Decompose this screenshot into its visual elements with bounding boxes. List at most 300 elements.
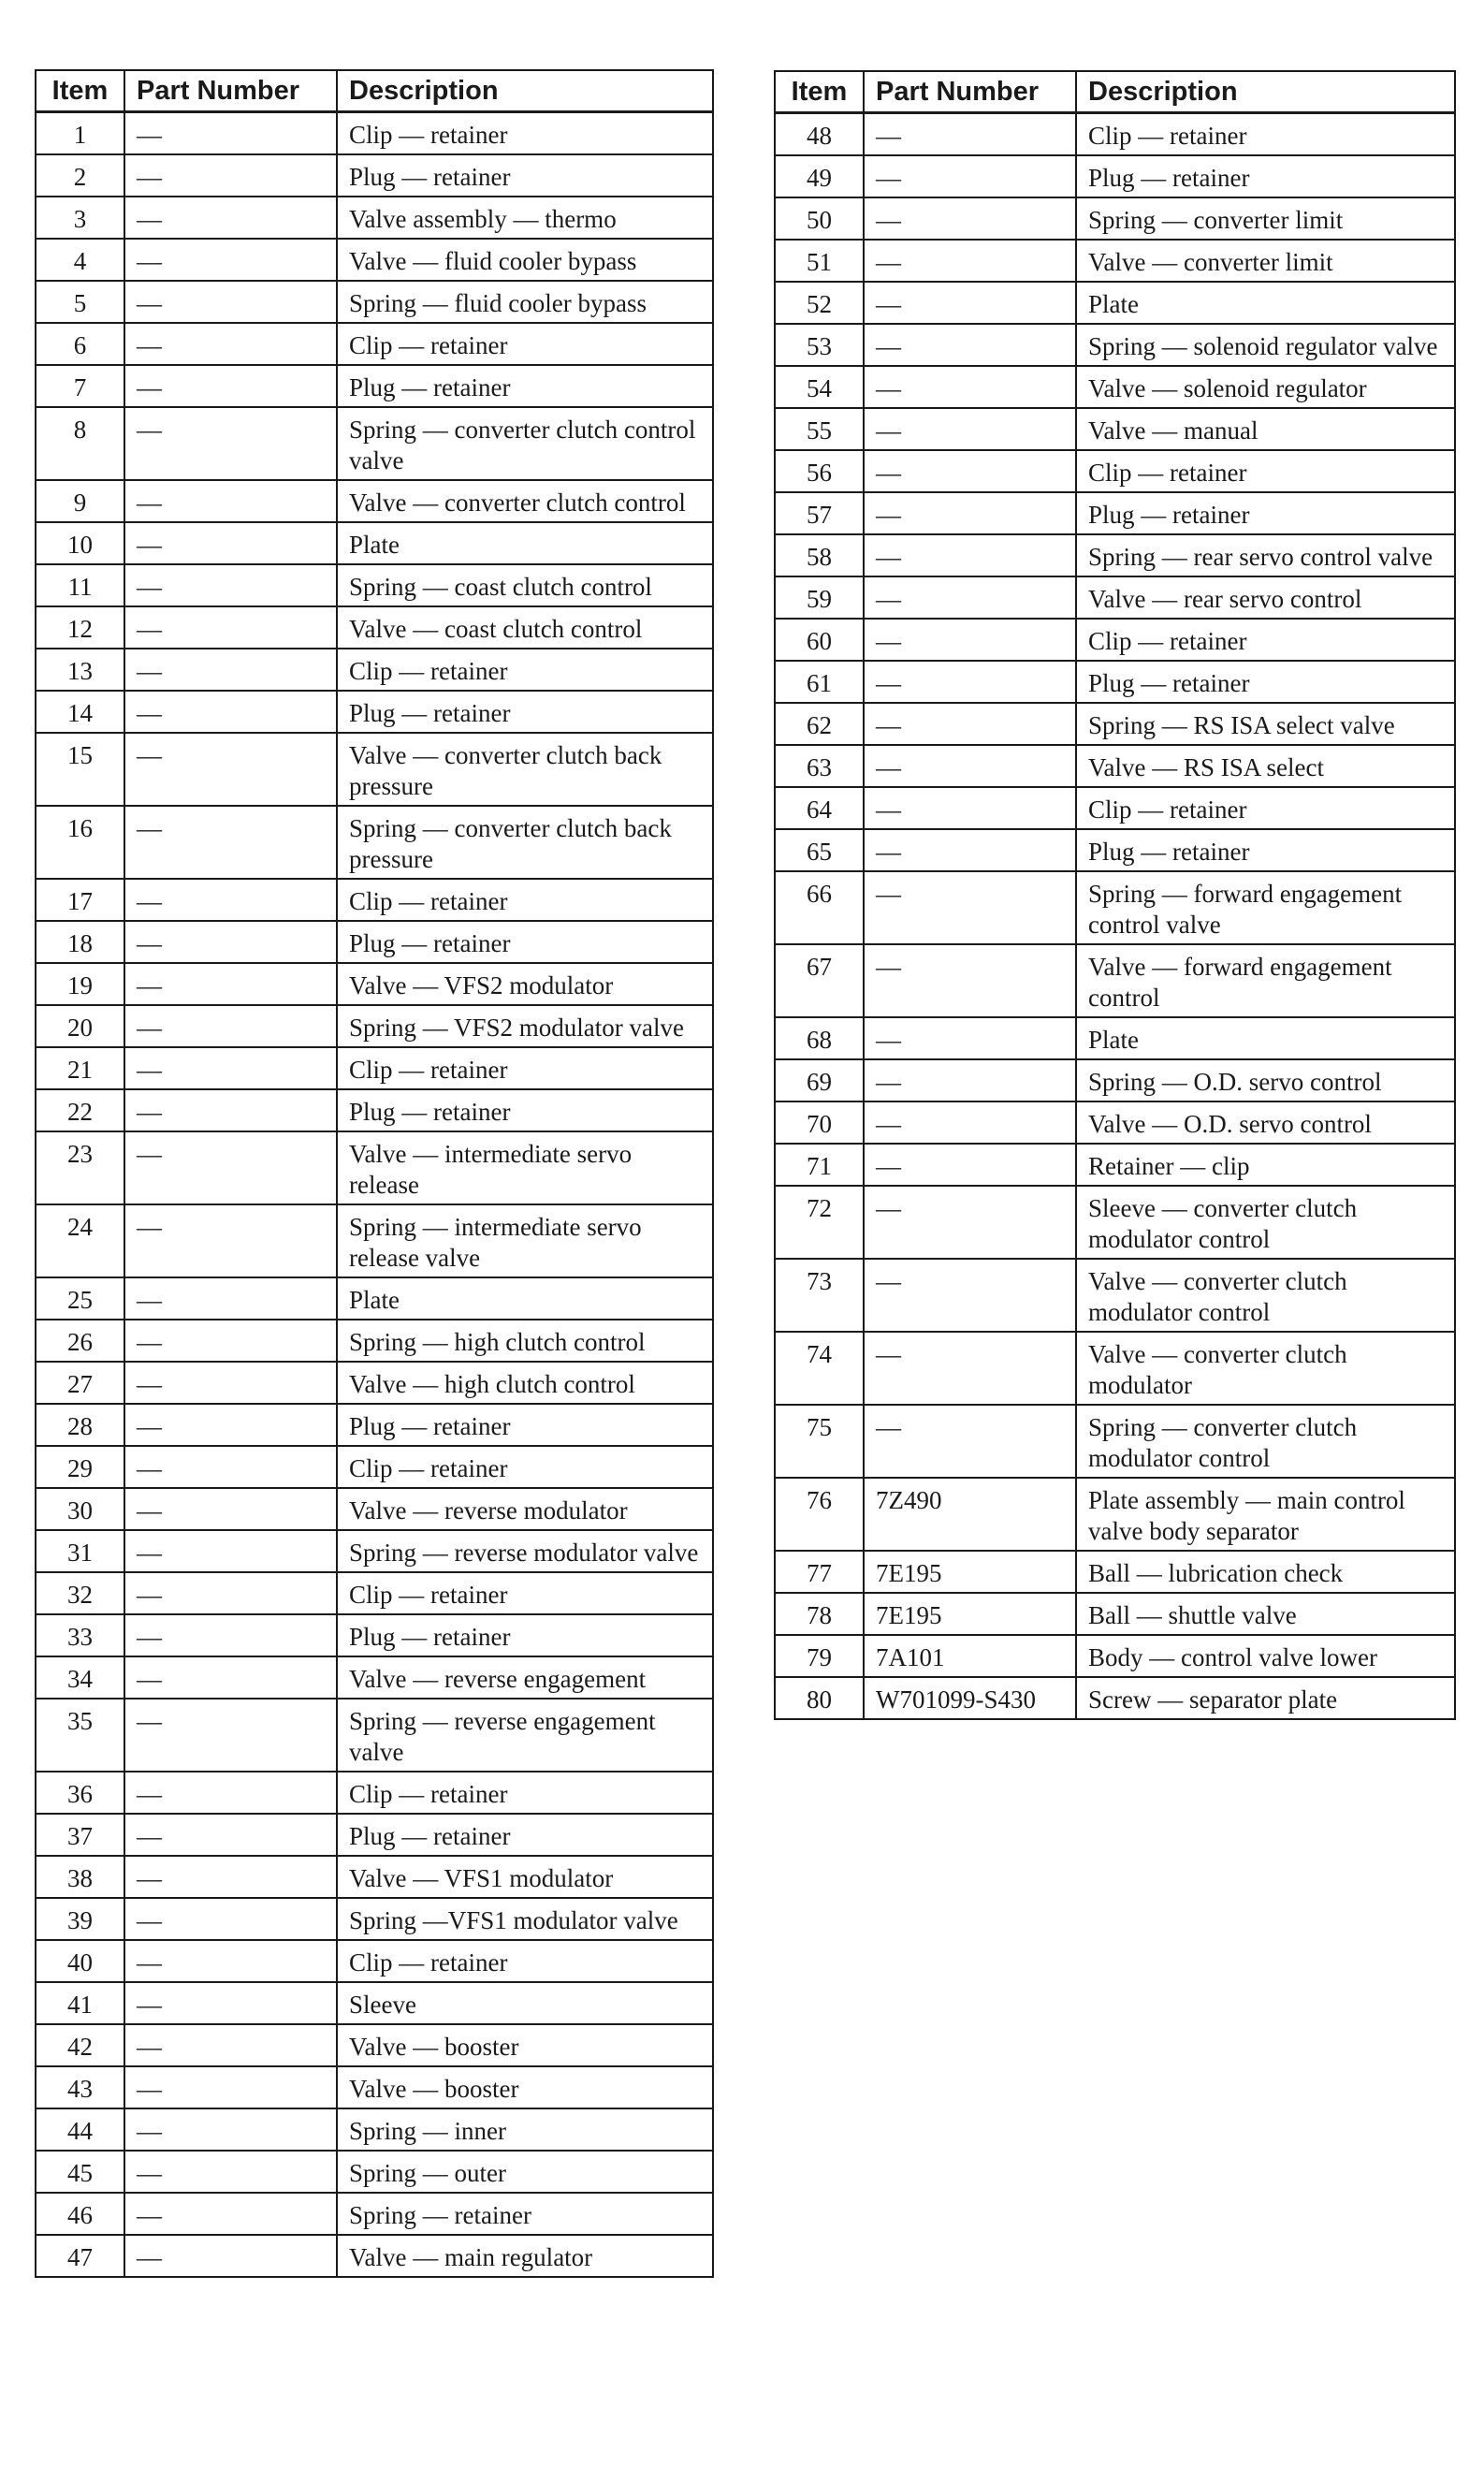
description-cell: Plug — retainer: [337, 1614, 713, 1656]
description-cell: Sleeve: [337, 1982, 713, 2024]
table-row: [36, 1488, 713, 1530]
description-cell: Plate: [337, 1277, 713, 1320]
part-number-cell: —: [864, 366, 1076, 408]
item-cell: 6: [36, 323, 124, 365]
part-number-cell: —: [124, 1047, 337, 1089]
table-row: [36, 1614, 713, 1656]
table-row: [36, 1772, 713, 1814]
description-cell: Retainer — clip: [1076, 1144, 1455, 1186]
description-cell: Valve — forward engagement control: [1076, 944, 1455, 1017]
table-row: [36, 2151, 713, 2193]
description-cell: Valve — booster: [337, 2024, 713, 2066]
description-cell: Plate: [1076, 282, 1455, 324]
table-row: [775, 1593, 1455, 1635]
table-row: [775, 703, 1455, 745]
table-row: [36, 281, 713, 323]
description-cell: Valve — converter clutch back pressure: [337, 733, 713, 806]
item-cell: 60: [775, 619, 864, 661]
item-cell: 71: [775, 1144, 864, 1186]
description-cell: Spring — forward engagement control valve: [1076, 871, 1455, 944]
table-row: [36, 1320, 713, 1362]
item-cell: 31: [36, 1530, 124, 1572]
table-row: [775, 1332, 1455, 1405]
table-row: [36, 2235, 713, 2277]
table-row: [775, 1677, 1455, 1719]
part-number-cell: —: [124, 1488, 337, 1530]
description-cell: Plug — retainer: [1076, 661, 1455, 703]
table-row: [36, 1572, 713, 1614]
description-cell: Clip — retainer: [337, 1940, 713, 1982]
description-cell: Valve — fluid cooler bypass: [337, 239, 713, 281]
part-number-cell: —: [124, 1320, 337, 1362]
table-header-row: [775, 71, 1455, 113]
item-cell: 2: [36, 154, 124, 197]
part-number-cell: —: [124, 606, 337, 649]
part-number-cell: —: [124, 1131, 337, 1204]
description-cell: Spring — RS ISA select valve: [1076, 703, 1455, 745]
table-row: [36, 1131, 713, 1204]
part-number-cell: —: [124, 963, 337, 1005]
part-number-cell: —: [124, 1656, 337, 1699]
table-row: [775, 1144, 1455, 1186]
table-row: [775, 1101, 1455, 1144]
description-cell: Spring — intermediate servo release valve: [337, 1204, 713, 1277]
table-row: [36, 806, 713, 879]
description-cell: Valve — RS ISA select: [1076, 745, 1455, 787]
description-cell: Valve assembly — thermo: [337, 197, 713, 239]
part-number-column-header: Part Number: [864, 71, 1076, 113]
table-row: [36, 1656, 713, 1699]
part-number-cell: 7Z490: [864, 1478, 1076, 1551]
table-row: [36, 2066, 713, 2108]
part-number-cell: —: [124, 1204, 337, 1277]
description-cell: Plug — retainer: [1076, 829, 1455, 871]
table-row: [36, 1089, 713, 1131]
table-row: [775, 155, 1455, 197]
part-number-cell: 7E195: [864, 1551, 1076, 1593]
item-cell: 21: [36, 1047, 124, 1089]
item-cell: 61: [775, 661, 864, 703]
description-cell: Valve — converter clutch control: [337, 480, 713, 522]
table-header-row: [36, 70, 713, 112]
part-number-cell: —: [124, 323, 337, 365]
table-row: [775, 1186, 1455, 1259]
table-row: [36, 239, 713, 281]
part-number-cell: —: [124, 733, 337, 806]
part-number-cell: —: [864, 1186, 1076, 1259]
table-row: [36, 365, 713, 407]
description-cell: Valve — solenoid regulator: [1076, 366, 1455, 408]
table-row: [775, 366, 1455, 408]
part-number-cell: —: [124, 2235, 337, 2277]
table-row: [775, 787, 1455, 829]
part-number-cell: —: [124, 154, 337, 197]
part-number-cell: —: [124, 1982, 337, 2024]
item-cell: 38: [36, 1856, 124, 1898]
description-column-header: Description: [337, 70, 713, 112]
item-cell: 70: [775, 1101, 864, 1144]
description-cell: Plate: [1076, 1017, 1455, 1059]
item-cell: 5: [36, 281, 124, 323]
item-cell: 54: [775, 366, 864, 408]
table-row: [775, 197, 1455, 240]
item-cell: 23: [36, 1131, 124, 1204]
item-cell: 44: [36, 2108, 124, 2151]
table-row: [775, 576, 1455, 619]
part-number-cell: —: [124, 1856, 337, 1898]
description-cell: Spring — outer: [337, 2151, 713, 2193]
part-number-cell: —: [864, 1259, 1076, 1332]
part-number-cell: 7E195: [864, 1593, 1076, 1635]
description-cell: Plug — retainer: [337, 1814, 713, 1856]
part-number-cell: —: [124, 239, 337, 281]
part-number-cell: —: [124, 2108, 337, 2151]
table-row: [775, 324, 1455, 366]
table-row: [36, 691, 713, 733]
table-row: [775, 492, 1455, 534]
part-number-cell: —: [124, 197, 337, 239]
item-cell: 20: [36, 1005, 124, 1047]
part-number-cell: W701099-S430: [864, 1677, 1076, 1719]
table-row: [36, 649, 713, 691]
part-number-cell: —: [864, 197, 1076, 240]
item-cell: 59: [775, 576, 864, 619]
part-number-cell: —: [124, 281, 337, 323]
item-cell: 42: [36, 2024, 124, 2066]
part-number-cell: —: [124, 1404, 337, 1446]
part-number-cell: —: [124, 480, 337, 522]
description-cell: Valve — VFS2 modulator: [337, 963, 713, 1005]
table-row: [36, 1005, 713, 1047]
table-row: [36, 2024, 713, 2066]
table-row: [775, 1635, 1455, 1677]
part-number-cell: —: [864, 282, 1076, 324]
item-cell: 19: [36, 963, 124, 1005]
item-cell: 24: [36, 1204, 124, 1277]
table-row: [36, 112, 713, 155]
item-cell: 14: [36, 691, 124, 733]
description-cell: Plate assembly — main control valve body separator: [1076, 1478, 1455, 1551]
description-cell: Plug — retainer: [337, 921, 713, 963]
item-cell: 73: [775, 1259, 864, 1332]
item-cell: 40: [36, 1940, 124, 1982]
table-row: [775, 1551, 1455, 1593]
item-cell: 8: [36, 407, 124, 480]
item-cell: 49: [775, 155, 864, 197]
part-number-cell: —: [124, 879, 337, 921]
item-column-header: Item: [775, 71, 864, 113]
description-cell: Spring — high clutch control: [337, 1320, 713, 1362]
part-number-cell: —: [864, 450, 1076, 492]
table-row: [775, 745, 1455, 787]
description-cell: Valve — O.D. servo control: [1076, 1101, 1455, 1144]
part-number-cell: —: [124, 1089, 337, 1131]
part-number-cell: —: [864, 240, 1076, 282]
part-number-cell: —: [864, 1144, 1076, 1186]
description-cell: Plug — retainer: [337, 691, 713, 733]
table-row: [36, 564, 713, 606]
table-row: [36, 921, 713, 963]
table-row: [775, 408, 1455, 450]
part-number-cell: —: [124, 1814, 337, 1856]
item-cell: 57: [775, 492, 864, 534]
part-number-cell: —: [864, 787, 1076, 829]
item-cell: 50: [775, 197, 864, 240]
description-cell: Valve — VFS1 modulator: [337, 1856, 713, 1898]
part-number-cell: —: [124, 1277, 337, 1320]
table-row: [36, 407, 713, 480]
item-cell: 12: [36, 606, 124, 649]
part-number-cell: —: [124, 806, 337, 879]
description-cell: Plug — retainer: [1076, 155, 1455, 197]
part-number-cell: —: [124, 407, 337, 480]
description-cell: Clip — retainer: [337, 1772, 713, 1814]
description-cell: Clip — retainer: [1076, 113, 1455, 156]
description-cell: Spring — converter clutch control valve: [337, 407, 713, 480]
table-row: [775, 240, 1455, 282]
part-number-cell: —: [124, 112, 337, 155]
description-cell: Valve — converter limit: [1076, 240, 1455, 282]
table-row: [36, 1047, 713, 1089]
description-cell: Plug — retainer: [337, 1089, 713, 1131]
description-cell: Spring — coast clutch control: [337, 564, 713, 606]
item-cell: 58: [775, 534, 864, 576]
item-cell: 37: [36, 1814, 124, 1856]
part-number-cell: —: [124, 1572, 337, 1614]
description-cell: Valve — reverse modulator: [337, 1488, 713, 1530]
item-cell: 62: [775, 703, 864, 745]
item-cell: 64: [775, 787, 864, 829]
item-cell: 26: [36, 1320, 124, 1362]
description-cell: Plug — retainer: [337, 154, 713, 197]
item-cell: 76: [775, 1478, 864, 1551]
item-cell: 53: [775, 324, 864, 366]
part-number-cell: —: [124, 1530, 337, 1572]
item-cell: 1: [36, 112, 124, 155]
table-row: [36, 2193, 713, 2235]
part-number-cell: —: [124, 564, 337, 606]
table-row: [36, 522, 713, 564]
description-cell: Clip — retainer: [337, 1572, 713, 1614]
item-cell: 56: [775, 450, 864, 492]
description-cell: Clip — retainer: [337, 1047, 713, 1089]
part-number-cell: —: [864, 871, 1076, 944]
part-number-cell: —: [864, 155, 1076, 197]
table-row: [36, 480, 713, 522]
description-cell: Clip — retainer: [1076, 787, 1455, 829]
description-cell: Spring — fluid cooler bypass: [337, 281, 713, 323]
item-cell: 51: [775, 240, 864, 282]
table-row: [36, 963, 713, 1005]
item-cell: 11: [36, 564, 124, 606]
description-cell: Valve — booster: [337, 2066, 713, 2108]
part-number-cell: —: [124, 1772, 337, 1814]
part-number-cell: —: [864, 324, 1076, 366]
table-row: [775, 944, 1455, 1017]
parts-table-right: [774, 70, 1456, 1720]
item-cell: 28: [36, 1404, 124, 1446]
table-row: [775, 1017, 1455, 1059]
part-number-cell: —: [124, 1005, 337, 1047]
description-cell: Clip — retainer: [337, 323, 713, 365]
description-cell: Valve — converter clutch modulator control: [1076, 1259, 1455, 1332]
table-row: [36, 1856, 713, 1898]
description-cell: Spring — converter clutch modulator control: [1076, 1405, 1455, 1478]
description-column-header: Description: [1076, 71, 1455, 113]
item-cell: 18: [36, 921, 124, 963]
item-cell: 25: [36, 1277, 124, 1320]
description-cell: Plug — retainer: [337, 1404, 713, 1446]
table-row: [775, 282, 1455, 324]
part-number-cell: —: [864, 408, 1076, 450]
description-cell: Body — control valve lower: [1076, 1635, 1455, 1677]
part-number-cell: —: [124, 921, 337, 963]
table-row: [775, 619, 1455, 661]
description-cell: Clip — retainer: [337, 112, 713, 155]
item-cell: 72: [775, 1186, 864, 1259]
item-cell: 78: [775, 1593, 864, 1635]
description-cell: Valve — coast clutch control: [337, 606, 713, 649]
item-cell: 13: [36, 649, 124, 691]
part-number-column-header: Part Number: [124, 70, 337, 112]
item-cell: 15: [36, 733, 124, 806]
part-number-cell: —: [864, 619, 1076, 661]
part-number-cell: —: [864, 492, 1076, 534]
part-number-cell: —: [864, 1332, 1076, 1405]
part-number-cell: —: [864, 944, 1076, 1017]
item-cell: 36: [36, 1772, 124, 1814]
description-cell: Spring —VFS1 modulator valve: [337, 1898, 713, 1940]
item-cell: 75: [775, 1405, 864, 1478]
description-cell: Ball — lubrication check: [1076, 1551, 1455, 1593]
item-cell: 48: [775, 113, 864, 156]
part-number-cell: —: [124, 1699, 337, 1772]
table-row: [775, 871, 1455, 944]
part-number-cell: —: [864, 576, 1076, 619]
description-cell: Spring — inner: [337, 2108, 713, 2151]
table-row: [36, 606, 713, 649]
description-cell: Spring — rear servo control valve: [1076, 534, 1455, 576]
description-cell: Spring — converter clutch back pressure: [337, 806, 713, 879]
description-cell: Clip — retainer: [1076, 450, 1455, 492]
item-cell: 52: [775, 282, 864, 324]
item-cell: 3: [36, 197, 124, 239]
item-cell: 34: [36, 1656, 124, 1699]
parts-table-left: [35, 69, 714, 2278]
part-number-cell: 7A101: [864, 1635, 1076, 1677]
item-cell: 47: [36, 2235, 124, 2277]
item-cell: 27: [36, 1362, 124, 1404]
description-cell: Plug — retainer: [1076, 492, 1455, 534]
item-cell: 29: [36, 1446, 124, 1488]
part-number-cell: —: [864, 829, 1076, 871]
item-cell: 45: [36, 2151, 124, 2193]
item-cell: 17: [36, 879, 124, 921]
description-cell: Spring — solenoid regulator valve: [1076, 324, 1455, 366]
part-number-cell: —: [864, 113, 1076, 156]
table-row: [36, 2108, 713, 2151]
part-number-cell: —: [124, 1898, 337, 1940]
description-cell: Spring — retainer: [337, 2193, 713, 2235]
part-number-cell: —: [124, 1940, 337, 1982]
description-cell: Screw — separator plate: [1076, 1677, 1455, 1719]
table-row: [775, 450, 1455, 492]
item-cell: 4: [36, 239, 124, 281]
item-cell: 46: [36, 2193, 124, 2235]
part-number-cell: —: [864, 661, 1076, 703]
part-number-cell: —: [124, 2024, 337, 2066]
item-cell: 68: [775, 1017, 864, 1059]
table-row: [775, 113, 1455, 156]
table-row: [775, 829, 1455, 871]
table-row: [36, 879, 713, 921]
table-row: [775, 1259, 1455, 1332]
table-row: [36, 1362, 713, 1404]
item-cell: 79: [775, 1635, 864, 1677]
item-cell: 67: [775, 944, 864, 1017]
part-number-cell: —: [124, 2151, 337, 2193]
item-cell: 80: [775, 1677, 864, 1719]
description-cell: Sleeve — converter clutch modulator control: [1076, 1186, 1455, 1259]
description-cell: Spring — reverse modulator valve: [337, 1530, 713, 1572]
item-cell: 33: [36, 1614, 124, 1656]
description-cell: Plug — retainer: [337, 365, 713, 407]
description-cell: Plate: [337, 522, 713, 564]
table-row: [36, 1277, 713, 1320]
table-row: [775, 1059, 1455, 1101]
item-cell: 43: [36, 2066, 124, 2108]
item-cell: 9: [36, 480, 124, 522]
description-cell: Valve — manual: [1076, 408, 1455, 450]
table-row: [775, 1478, 1455, 1551]
table-row: [775, 1405, 1455, 1478]
description-cell: Valve — rear servo control: [1076, 576, 1455, 619]
part-number-cell: —: [124, 1362, 337, 1404]
table-row: [36, 1446, 713, 1488]
item-cell: 55: [775, 408, 864, 450]
table-row: [36, 1404, 713, 1446]
part-number-cell: —: [124, 365, 337, 407]
description-cell: Valve — main regulator: [337, 2235, 713, 2277]
item-cell: 7: [36, 365, 124, 407]
item-cell: 22: [36, 1089, 124, 1131]
description-cell: Valve — converter clutch modulator: [1076, 1332, 1455, 1405]
part-number-cell: —: [124, 691, 337, 733]
item-cell: 41: [36, 1982, 124, 2024]
description-cell: Valve — reverse engagement: [337, 1656, 713, 1699]
part-number-cell: —: [864, 534, 1076, 576]
table-row: [36, 1940, 713, 1982]
part-number-cell: —: [864, 1017, 1076, 1059]
item-cell: 63: [775, 745, 864, 787]
description-cell: Ball — shuttle valve: [1076, 1593, 1455, 1635]
table-row: [36, 154, 713, 197]
description-cell: Clip — retainer: [337, 1446, 713, 1488]
description-cell: Clip — retainer: [337, 879, 713, 921]
part-number-cell: —: [864, 745, 1076, 787]
item-cell: 16: [36, 806, 124, 879]
item-column-header: Item: [36, 70, 124, 112]
table-row: [775, 661, 1455, 703]
part-number-cell: —: [864, 1405, 1076, 1478]
table-row: [36, 1204, 713, 1277]
table-row: [775, 534, 1455, 576]
part-number-cell: —: [864, 1059, 1076, 1101]
item-cell: 39: [36, 1898, 124, 1940]
item-cell: 77: [775, 1551, 864, 1593]
table-row: [36, 1814, 713, 1856]
part-number-cell: —: [124, 2193, 337, 2235]
